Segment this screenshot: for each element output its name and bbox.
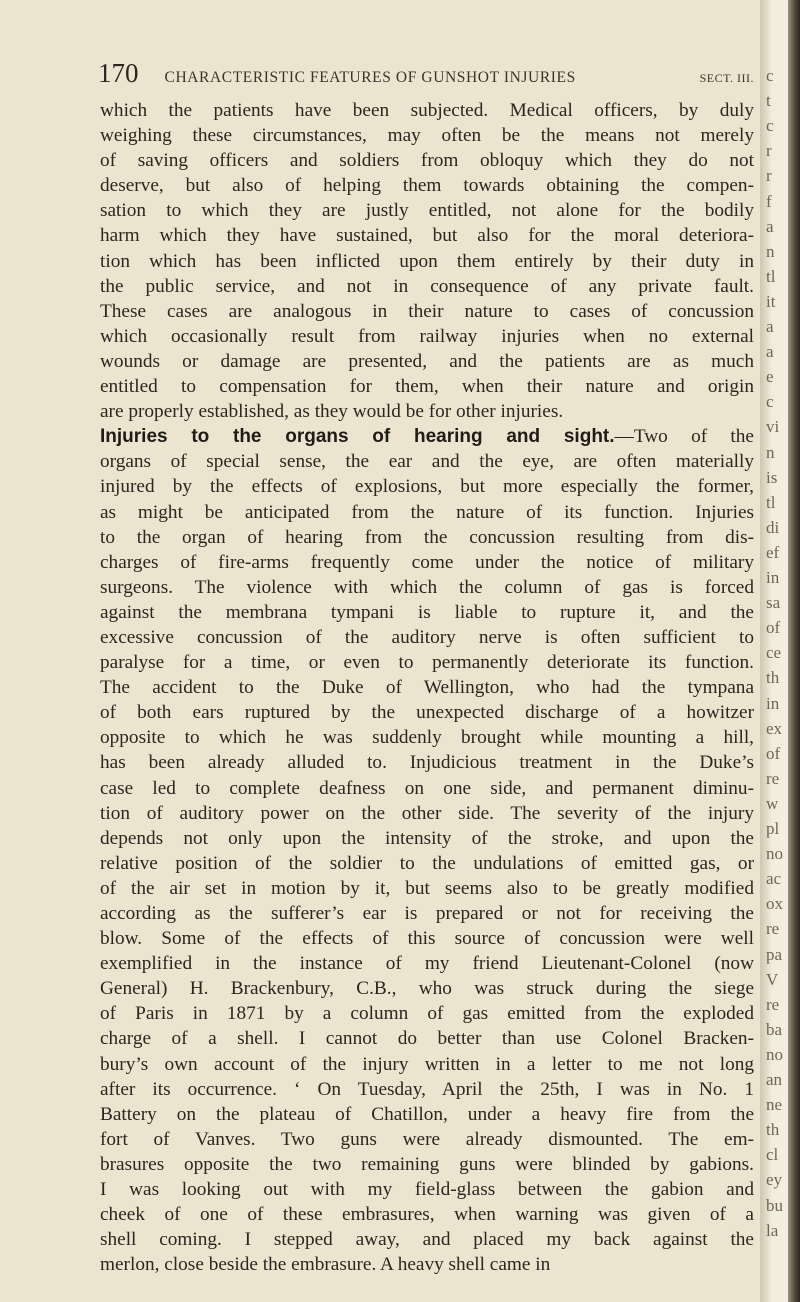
facing-page-fragment: ce — [766, 643, 782, 663]
text-line: fort of Vanves. Two guns were already dismounted. The em- — [100, 1128, 754, 1150]
book-gutter-shadow — [788, 0, 800, 1302]
facing-page-fragment: n — [766, 241, 775, 261]
facing-page-fragment: c — [766, 66, 774, 85]
facing-page-fragment: bu — [766, 1195, 783, 1215]
facing-page-fragment: ox — [766, 894, 783, 914]
facing-page-fragment: th — [766, 1120, 780, 1140]
text-line: sation to which they are justly entitled, not alone for the bodily — [100, 200, 754, 222]
facing-page-fragment: in — [766, 568, 780, 587]
text-line: brasures opposite the two remaining guns were blinded by gabions. — [100, 1153, 754, 1175]
facing-page-fragment: di — [766, 517, 780, 537]
facing-page-fragment: ba — [766, 1019, 783, 1039]
facing-page-fragment: cl — [766, 1145, 779, 1165]
body-text — [100, 98, 754, 1277]
text-line: shell coming. I stepped away, and placed my back against the — [100, 1229, 754, 1251]
facing-page-fragment: in — [766, 693, 780, 713]
heading-continuation: —Two of the — [614, 426, 754, 448]
facing-page-fragment: of — [766, 618, 781, 638]
text-line: These cases are analogous in their nature to cases of concussion — [100, 300, 754, 322]
text-line: against the membrana tympani is liable to rupture it, and the — [100, 601, 754, 623]
text-line: are properly established, as they would be for other injuries. — [100, 401, 564, 423]
running-head-section: SECT. III. — [699, 71, 754, 85]
text-line: of Paris in 1871 by a column of gas emitted from the exploded — [100, 1003, 754, 1025]
facing-page-fragment: ne — [766, 1095, 783, 1115]
facing-page-fragment: ac — [766, 869, 782, 889]
text-line: of the air set in motion by it, but seems also to be greatly modified — [100, 877, 754, 899]
facing-page-fragment: of — [766, 743, 781, 763]
facing-page-fragment: a — [766, 342, 774, 362]
text-line: opposite to which he was suddenly brought while mounting a hill, — [100, 727, 754, 749]
facing-page-fragment: r — [766, 141, 772, 161]
facing-page-fragment: th — [766, 668, 780, 688]
text-line: the public service, and not in consequence of any private fault. — [100, 275, 754, 297]
facing-page-fragment: ef — [766, 542, 780, 562]
text-line: deserve, but also of helping them towards obtaining the compen- — [100, 175, 754, 197]
facing-page-fragment: pa — [766, 944, 783, 964]
facing-page-fragment: sa — [766, 593, 781, 613]
facing-page-fragment: V — [766, 969, 779, 989]
text-line: case led to complete deafness on one side, and permanent diminu- — [100, 777, 754, 799]
text-line: excessive concussion of the auditory nerve is often sufficient to — [100, 626, 754, 648]
text-line: according as the sufferer’s ear is prepared or not for receiving the — [100, 903, 754, 924]
text-line: relative position of the soldier to the undulations of emitted gas, or — [100, 852, 754, 874]
text-line: which the patients have been subjected. Medical officers, by duly — [100, 100, 754, 121]
text-line: depends not only upon the intensity of the stroke, and upon the — [100, 827, 754, 849]
facing-page-fragment: ey — [766, 1170, 783, 1190]
facing-page-fragment: vi — [766, 417, 780, 437]
facing-page-fragment: pl — [766, 819, 780, 838]
facing-page-fragment: tl — [766, 266, 776, 286]
text-line: after its occurrence. ‘ On Tuesday, April the 25th, I was in No. 1 — [100, 1078, 754, 1100]
facing-page-fragment: r — [766, 166, 772, 186]
text-line: bury’s own account of the injury written in a letter to me not long — [100, 1053, 754, 1075]
text-line-with-heading — [100, 424, 754, 449]
facing-page-fragment: an — [766, 1070, 783, 1089]
facing-page-fragment: t — [766, 91, 771, 111]
text-line: surgeons. The violence with which the column of gas is forced — [100, 576, 754, 598]
facing-page-fragment: la — [766, 1220, 779, 1240]
text-line: charges of fire-arms frequently come under the notice of military — [100, 551, 754, 573]
side-heading: Injuries to the organs of hearing and sight. — [100, 426, 615, 448]
text-line: which occasionally result from railway injuries when no external — [100, 325, 754, 347]
text-line: organs of special sense, the ear and the eye, are often materially — [100, 451, 754, 473]
text-line: of saving officers and soldiers from obloquy which they do not — [100, 150, 754, 172]
facing-page-fragment: re — [766, 994, 780, 1014]
text-line: tion of auditory power on the other side. The severity of the injury — [100, 802, 754, 824]
paragraph-2 — [100, 424, 754, 1277]
page-number: 170 — [98, 58, 139, 88]
text-line: Battery on the plateau of Chatillon, under a heavy fire from the — [100, 1103, 754, 1125]
text-line: exemplified in the instance of my friend Lieutenant-Colonel (now — [100, 953, 754, 975]
text-line: injured by the effects of explosions, but more especially the former, — [100, 476, 754, 498]
text-line: blow. Some of the effects of this source of concussion were well — [100, 928, 754, 950]
facing-page-fragment: c — [766, 116, 774, 136]
text-line: The accident to the Duke of Wellington, who had the tympana — [100, 677, 754, 699]
text-line: General) H. Brackenbury, C.B., who was struck during the siege — [100, 978, 754, 1000]
text-line: paralyse for a time, or even to permanently deteriorate its function. — [100, 652, 754, 674]
facing-page-fragment: n — [766, 442, 775, 462]
facing-page-fragment: is — [766, 467, 778, 487]
running-head-title: CHARACTERISTIC FEATURES OF GUNSHOT INJURIES — [164, 69, 576, 86]
text-line: harm which they have sustained, but also for the moral deteriora- — [100, 225, 754, 247]
facing-page-fragment: a — [766, 216, 774, 236]
facing-page-fragment: re — [766, 768, 780, 788]
facing-page-fragment: a — [766, 317, 774, 336]
facing-page-fragment: re — [766, 919, 780, 939]
text-line: to the organ of hearing from the concussion resulting from dis- — [100, 526, 754, 548]
text-line: of both ears ruptured by the unexpected discharge of a howitzer — [100, 702, 754, 724]
running-head — [98, 58, 754, 89]
facing-page-fragment: ex — [766, 718, 783, 738]
facing-page-fragment: w — [766, 793, 779, 813]
facing-page-fragment: e — [766, 367, 774, 387]
facing-page-fragment: tl — [766, 492, 776, 512]
facing-page-fragment: it — [766, 291, 776, 311]
text-line: weighing these circumstances, may often be the means not merely — [100, 125, 754, 147]
facing-page-fragment: c — [766, 392, 774, 412]
paragraph-1 — [100, 98, 754, 424]
text-line: wounds or damage are presented, and the patients are as much — [100, 350, 754, 372]
text-line: merlon, close beside the embrasure. A heavy shell came in — [100, 1254, 551, 1276]
text-line: I was looking out with my field-glass between the gabion and — [100, 1179, 754, 1201]
text-line: tion which has been inflicted upon them entirely by their duty in — [100, 250, 754, 272]
text-line: cheek of one of these embrasures, when warning was given of a — [100, 1204, 754, 1226]
text-line: as might be anticipated from the nature of its function. Injuries — [100, 501, 754, 523]
facing-page-fragment: f — [766, 191, 772, 211]
facing-page-fragment: no — [766, 1044, 783, 1064]
text-line: has been already alluded to. Injudicious treatment in the Duke’s — [100, 752, 754, 774]
facing-page-fragment: no — [766, 844, 783, 864]
text-line: charge of a shell. I cannot do better than use Colonel Bracken- — [100, 1028, 754, 1050]
text-line: entitled to compensation for them, when their nature and origin — [100, 376, 754, 398]
